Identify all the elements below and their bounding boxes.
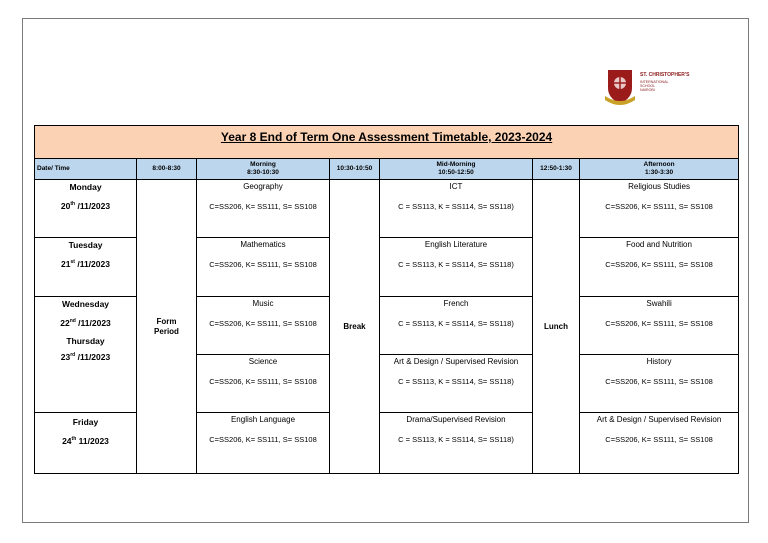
header-row [35, 159, 739, 180]
school-name: ST. CHRISTOPHER'S [640, 72, 690, 78]
date-cell: Wednesday 22nd /11/2023 Thursday 23rd /11/2023 [35, 297, 137, 413]
date-cell: Friday 24th 11/2023 [35, 413, 137, 474]
midmorning-cell: ICT C = SS113, K = SS114, S= SS118) [380, 180, 533, 238]
afternoon-cell: Swahili C=SS206, K= SS111, S= SS108 [580, 297, 739, 355]
header-break-time: 10:30-10:50 [330, 159, 380, 180]
date-cell: Monday 20th /11/2023 [35, 180, 137, 238]
school-crest-icon [605, 68, 635, 106]
school-logo [605, 68, 715, 108]
afternoon-cell: Food and Nutrition C=SS206, K= SS111, S= SS108 [580, 238, 739, 297]
header-form-time: 8:00-8:30 [137, 159, 197, 180]
break-cell: Break [330, 180, 380, 474]
midmorning-cell: Art & Design / Supervised Revision C = SS113, K = SS114, S= SS118) [380, 355, 533, 413]
morning-cell: English Language C=SS206, K= SS111, S= SS108 [197, 413, 330, 474]
morning-cell: Science C=SS206, K= SS111, S= SS108 [197, 355, 330, 413]
afternoon-cell: Religious Studies C=SS206, K= SS111, S= SS108 [580, 180, 739, 238]
form-period-cell: Form Period [137, 180, 197, 474]
midmorning-cell: English Literature C = SS113, K = SS114, S= SS118) [380, 238, 533, 297]
header-midmorning: Mid-Morning 10:50-12:50 [380, 159, 533, 180]
header-date: Date/ Time [35, 159, 137, 180]
date-cell: Tuesday 21st /11/2023 [35, 238, 137, 297]
lunch-cell: Lunch [533, 180, 580, 474]
morning-cell: Mathematics C=SS206, K= SS111, S= SS108 [197, 238, 330, 297]
timetable [34, 125, 739, 474]
school-subtitle: INTERNATIONAL SCHOOL NAIROBI [640, 80, 669, 92]
table-row [35, 180, 739, 238]
morning-cell: Music C=SS206, K= SS111, S= SS108 [197, 297, 330, 355]
timetable-title-cell [35, 126, 739, 159]
morning-cell: Geography C=SS206, K= SS111, S= SS108 [197, 180, 330, 238]
afternoon-cell: Art & Design / Supervised Revision C=SS206, K= SS111, S= SS108 [580, 413, 739, 474]
header-lunch-time: 12:50-1:30 [533, 159, 580, 180]
midmorning-cell: French C = SS113, K = SS114, S= SS118) [380, 297, 533, 355]
header-afternoon: Afternoon 1:30-3:30 [580, 159, 739, 180]
header-morning: Morning 8:30-10:30 [197, 159, 330, 180]
midmorning-cell: Drama/Supervised Revision C = SS113, K = SS114, S= SS118) [380, 413, 533, 474]
page-title: Year 8 End of Term One Assessment Timetable, 2023-2024 [220, 130, 553, 144]
afternoon-cell: History C=SS206, K= SS111, S= SS108 [580, 355, 739, 413]
